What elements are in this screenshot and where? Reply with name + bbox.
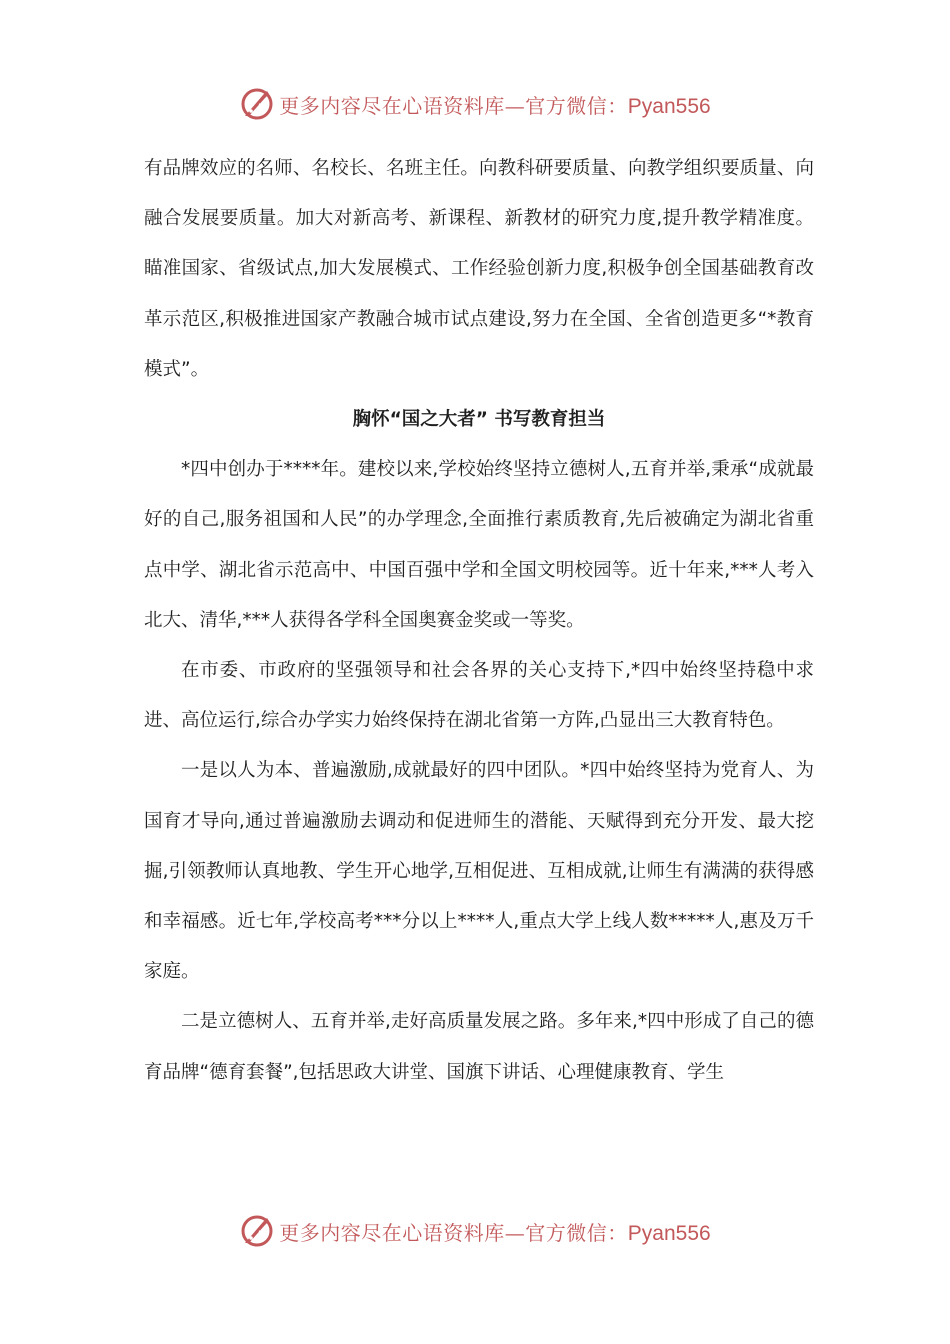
footer-wechat-handle: Pyan556 bbox=[627, 1221, 711, 1245]
paragraph-feature-two: 二是立德树人、五育并举,走好高质量发展之路。多年来,*四中形成了自己的德育品牌“德育套餐”,包括思政大讲堂、国旗下讲话、心理健康教育、学生 bbox=[144, 1011, 814, 1083]
footer-banner-text bbox=[279, 1217, 710, 1246]
header-watermark-banner bbox=[0, 84, 950, 124]
quill-logo-icon bbox=[239, 1213, 275, 1249]
paragraph-continued: 有品牌效应的名师、名校长、名班主任。向教科研要质量、向教学组织要质量、向融合发展要质量。加大对新高考、新课程、新教材的研究力度,提升教学精准度。瞄准国家、省级试点,加大发展模式、工作经验创新力度,积极争创全国基础教育改革示范区,积极推进国家产教融合城市试点建设,努力在全国、全省创造更多“*教育模式”。 bbox=[144, 158, 814, 380]
section-heading: 胸怀“国之大者” 书写教育担当 bbox=[352, 409, 606, 431]
footer-banner-label: 更多内容尽在心语资料库—官方微信： bbox=[279, 1220, 628, 1245]
paragraph-school-intro: *四中创办于****年。建校以来,学校始终坚持立德树人,五育并举,秉承“成就最好的自己,服务祖国和人民”的办学理念,全面推行素质教育,先后被确定为湖北省重点中学、湖北省示范高中、中国百强中学和全国文明校园等。近十年来,***人考入北大、清华,***人获得各学科全国奥赛金奖或一等奖。 bbox=[144, 459, 814, 631]
header-banner-text bbox=[279, 90, 710, 119]
header-banner-label: 更多内容尽在心语资料库—官方微信： bbox=[279, 93, 628, 118]
header-wechat-handle: Pyan556 bbox=[627, 94, 711, 118]
paragraph-three-features: 在市委、市政府的坚强领导和社会各界的关心支持下,*四中始终坚持稳中求进、高位运行,综合办学实力始终保持在湖北省第一方阵,凸显出三大教育特色。 bbox=[144, 660, 814, 732]
footer-watermark-banner bbox=[0, 1211, 950, 1251]
document-body bbox=[144, 144, 814, 1098]
paragraph-feature-one: 一是以人为本、普遍激励,成就最好的四中团队。*四中始终坚持为党育人、为国育才导向,通过普遍激励去调动和促进师生的潜能、天赋得到充分开发、最大挖掘,引领教师认真地教、学生开心地学,互相促进、互相成就,让师生有满满的获得感和幸福感。近七年,学校高考***分以上****人,重点大学上线人数*****人,惠及万千家庭。 bbox=[144, 760, 814, 983]
quill-logo-icon bbox=[239, 86, 275, 122]
